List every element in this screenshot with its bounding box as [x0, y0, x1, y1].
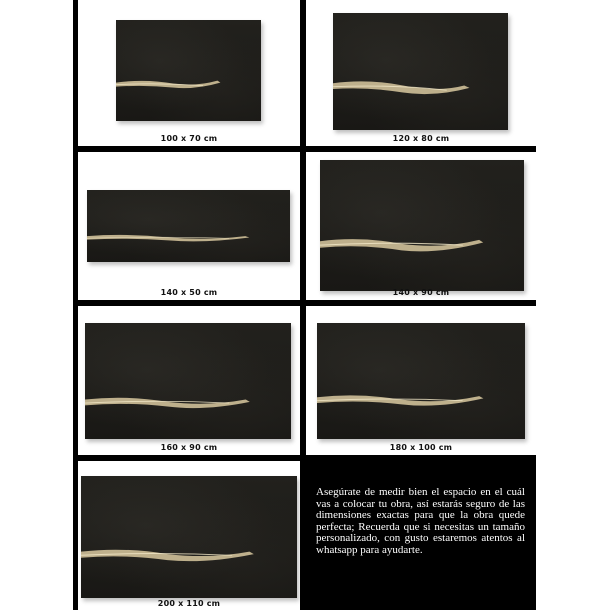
size-label: 140 x 50 cm — [160, 288, 218, 297]
gold-streak — [85, 323, 291, 439]
size-cell-100x70 — [78, 0, 300, 146]
gold-streak — [317, 323, 525, 439]
painting-180x100 — [317, 323, 525, 439]
size-label: 100 x 70 cm — [160, 134, 218, 143]
size-cell-120x80 — [306, 0, 536, 146]
painting-140x50 — [87, 190, 290, 262]
size-cell-160x90 — [78, 306, 300, 455]
painting-100x70 — [116, 20, 261, 121]
size-label: 180 x 100 cm — [389, 443, 453, 452]
size-label: 200 x 110 cm — [157, 599, 221, 608]
painting-120x80 — [333, 13, 508, 130]
size-cell-180x100 — [306, 306, 536, 455]
size-cell-200x110 — [78, 461, 300, 610]
painting-160x90 — [85, 323, 291, 439]
gold-streak — [87, 190, 290, 262]
size-label: 160 x 90 cm — [160, 443, 218, 452]
gold-streak — [333, 13, 508, 130]
gold-streak — [320, 160, 524, 291]
size-cell-140x90 — [306, 152, 536, 300]
size-label: 120 x 80 cm — [392, 134, 450, 143]
painting-140x90 — [320, 160, 524, 291]
gold-streak — [116, 20, 261, 121]
painting-200x110 — [81, 476, 297, 598]
info-text: Asegúrate de medir bien el espacio en el cuál vas a colocar tu obra, así estarás seguro de las dimensiones exactas para que la obra quede perfecta; Recuerda que si necesitas un tamaño personalizado, con gusto estaremos atentos al whatsapp para ayudarte. — [316, 486, 525, 556]
info-box — [302, 456, 536, 610]
size-label: 140 x 90 cm — [392, 288, 450, 297]
gold-streak — [81, 476, 297, 598]
size-cell-140x50 — [78, 152, 300, 300]
